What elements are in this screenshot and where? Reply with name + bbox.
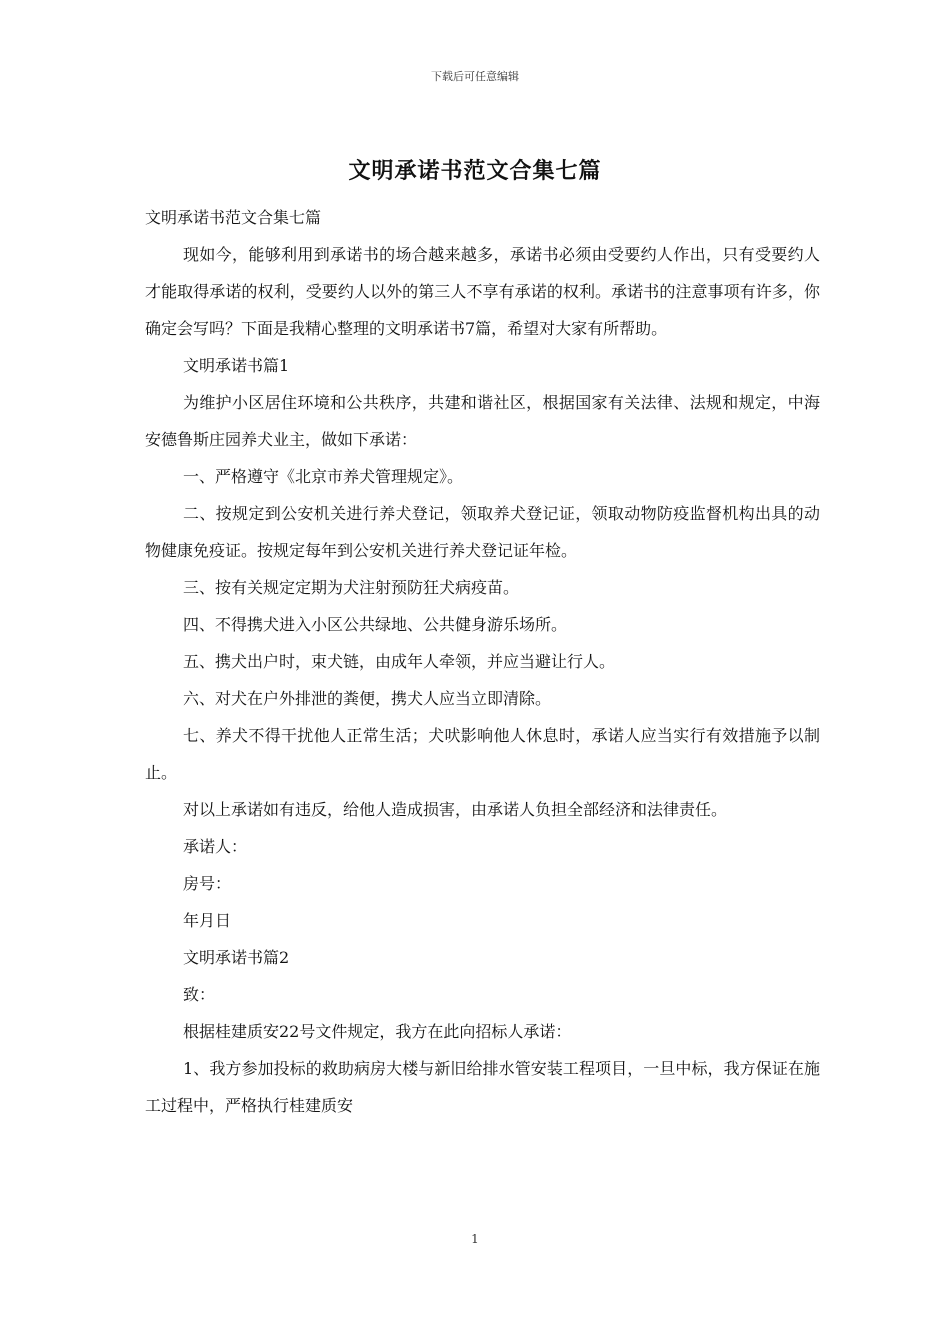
- paragraph: 对以上承诺如有违反，给他人造成损害，由承诺人负担全部经济和法律责任。: [183, 800, 728, 819]
- subtitle-line: 文明承诺书范文合集七篇: [145, 208, 322, 227]
- list-item: 二、按规定到公安机关进行养犬登记，领取养犬登记证，领取动物防疫监督机构出具的动物健康免疫证。按规定每年到公安机关进行养犬登记证年检。: [145, 504, 820, 560]
- page-header: 下载后可任意编辑: [431, 70, 519, 83]
- paragraph: 为维护小区居住环境和公共秩序，共建和谐社区，根据国家有关法律、法规和规定，中海安德鲁斯庄园养犬业主，做如下承诺：: [145, 393, 820, 449]
- document-title: 文明承诺书范文合集七篇: [348, 158, 602, 184]
- list-item: 六、对犬在户外排泄的粪便，携犬人应当立即清除。: [183, 689, 552, 708]
- signature-line: 承诺人：: [183, 837, 248, 856]
- list-item: 三、按有关规定定期为犬注射预防狂犬病疫苗。: [183, 578, 520, 597]
- date-line: 年月日: [183, 911, 232, 930]
- intro-paragraph: 现如今，能够利用到承诺书的场合越来越多，承诺书必须由受要约人作出，只有受要约人才能取得承诺的权利，受要约人以外的第三人不享有承诺的权利。承诺书的注意事项有许多，你确定会写吗？下面是我精心整理的文明承诺书7篇，希望对大家有所帮助。: [145, 245, 820, 338]
- list-item: 一、严格遵守《北京市养犬管理规定》。: [183, 467, 464, 486]
- document-body: [145, 199, 820, 1124]
- list-item: 四、不得携犬进入小区公共绿地、公共健身游乐场所。: [183, 615, 568, 634]
- list-item: 五、携犬出户时，束犬链，由成年人牵领，并应当避让行人。: [183, 652, 616, 671]
- room-number-line: 房号：: [183, 874, 232, 893]
- list-item: 1、我方参加投标的救助病房大楼与新旧给排水管安装工程项目，一旦中标，我方保证在施工过程中，严格执行桂建质安: [145, 1059, 820, 1115]
- section-heading-1: 文明承诺书篇1: [183, 356, 290, 375]
- section-heading-2: 文明承诺书篇2: [183, 948, 290, 967]
- paragraph: 根据桂建质安22号文件规定，我方在此向招标人承诺：: [183, 1022, 572, 1041]
- page-number: 1: [471, 1232, 479, 1246]
- addressee-line: 致：: [183, 985, 216, 1004]
- list-item: 七、养犬不得干扰他人正常生活；犬吠影响他人休息时，承诺人应当实行有效措施予以制止。: [145, 726, 820, 782]
